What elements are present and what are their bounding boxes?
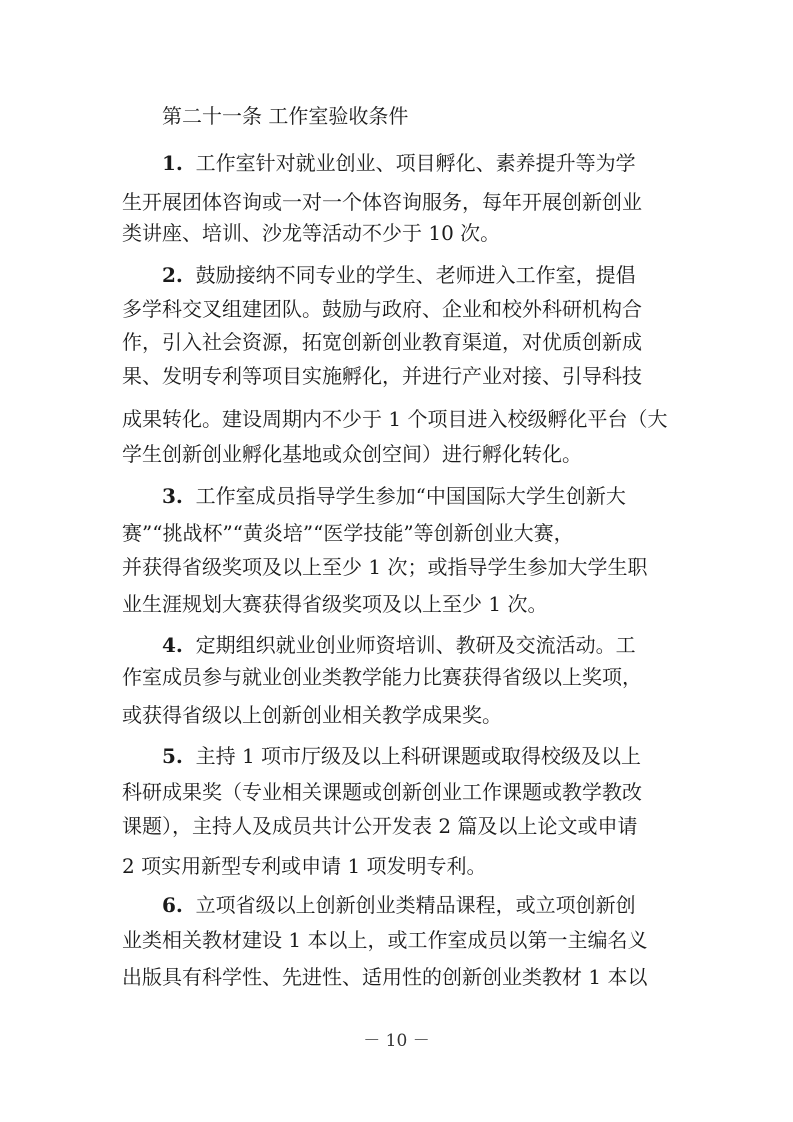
item-5-line-4: 2 项实用新型专利或申请 1 项发明专利。 (122, 854, 487, 878)
item-2-line-5: 成果转化。建设周期内不少于 1 个项目进入校级孵化平台（大 (122, 407, 668, 431)
item-3-line-1 (162, 483, 626, 509)
item-6-line-2: 业类相关教材建设 1 本以上，或工作室成员以第一主编名义 (122, 928, 648, 952)
item-1-text-1: 工作室针对就业创业、项目孵化、素养提升等为学 (195, 151, 636, 175)
item-4-line-2: 作室成员参与就业创业类教学能力比赛获得省级以上奖项， (122, 665, 642, 689)
item-4-number: 4. (162, 633, 183, 657)
item-3-line-3: 并获得省级奖项及以上至少 1 次；或指导学生参加大学生职 (122, 555, 648, 579)
item-2-text-1: 鼓励接纳不同专业的学生、老师进入工作室，提倡 (195, 263, 636, 287)
item-2-line-2: 多学科交叉组建团队。鼓励与政府、企业和校外科研机构合 (122, 297, 642, 321)
item-2-number: 2. (162, 263, 183, 287)
item-3-text-1: 工作室成员指导学生参加“中国国际大学生创新大 (195, 484, 626, 508)
item-2-line-6: 学生创新创业孵化基地或众创空间）进行孵化转化。 (122, 442, 582, 466)
item-6-line-3: 出版具有科学性、先进性、适用性的创新创业类教材 1 本以 (122, 965, 648, 989)
item-2-line-1 (162, 262, 636, 288)
item-1-line-1 (162, 150, 636, 176)
page-number: － 10 － (363, 1031, 430, 1051)
item-3-line-4: 业生涯规划大赛获得省级奖项及以上至少 1 次。 (122, 592, 548, 616)
item-3-line-2: 赛”“挑战杯”“黄炎培”“医学技能”等创新创业大赛， (122, 521, 574, 545)
item-6-line-1 (162, 892, 636, 918)
item-2-line-4: 果、发明专利等项目实施孵化，并进行产业对接、引导科技 (122, 364, 642, 388)
item-4-text-1: 定期组织就业创业师资培训、教研及交流活动。工 (195, 633, 636, 657)
item-5-line-3: 课题），主持人及成员共计公开发表 2 篇及以上论文或申请 (122, 814, 638, 838)
item-3-number: 3. (162, 484, 183, 508)
item-1-line-2: 生开展团体咨询或一对一个体咨询服务，每年开展创新创业 (122, 190, 642, 214)
item-1-line-3: 类讲座、培训、沙龙等活动不少于 10 次。 (122, 221, 501, 245)
item-2-line-3: 作，引入社会资源，拓宽创新创业教育渠道，对优质创新成 (122, 330, 642, 354)
item-4-line-3: 或获得省级以上创新创业相关教学成果奖。 (122, 703, 502, 727)
item-5-line-1 (162, 743, 641, 769)
item-5-text-1: 主持 1 项市厅级及以上科研课题或取得校级及以上 (195, 744, 642, 768)
item-6-text-1: 立项省级以上创新创业类精品课程，或立项创新创 (195, 893, 636, 917)
article-heading: 第二十一条 工作室验收条件 (162, 104, 409, 128)
item-5-number: 5. (162, 744, 183, 768)
item-1-number: 1. (162, 151, 183, 175)
item-6-number: 6. (162, 893, 183, 917)
item-5-line-2: 科研成果奖（专业相关课题或创新创业工作课题或教学教改 (122, 780, 642, 804)
item-4-line-1 (162, 632, 636, 658)
